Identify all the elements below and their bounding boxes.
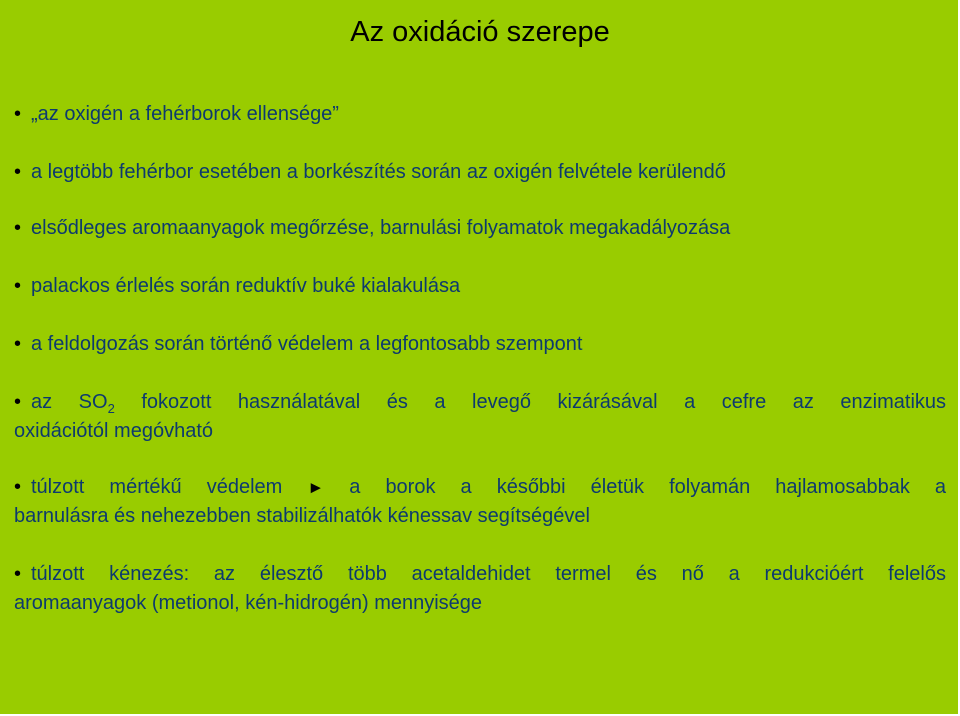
bullet-item	[14, 272, 946, 301]
bullet-item	[14, 214, 946, 243]
bullet-item-sulfur	[14, 560, 946, 618]
bullet-icon: •	[14, 161, 22, 183]
bullet-item-protection	[14, 473, 946, 531]
bullet-text-continuation: aromaanyagok (metionol, kén-hidrogén) mennyisége	[14, 592, 483, 614]
arrow-right-icon: ►	[307, 478, 325, 497]
bullet-icon: •	[14, 103, 22, 125]
bullet-item	[14, 100, 946, 129]
bullet-icon: •	[14, 217, 22, 239]
bullet-text: a borok a későbbi életük folyamán hajlamosabbak a	[349, 476, 946, 498]
bullet-text: túlzott kénezés: az élesztő több acetaldehidet termel és nő a redukcióért felelős	[31, 563, 946, 585]
bullet-item-so2	[14, 388, 946, 446]
bullet-text-continuation: oxidációtól megóvható	[14, 420, 214, 442]
bullet-icon: •	[14, 391, 22, 413]
bullet-icon: •	[14, 333, 22, 355]
bullet-line	[14, 560, 946, 589]
bullet-icon: •	[14, 476, 22, 498]
bullet-text: elsődleges aromaanyagok megőrzése, barnulási folyamatok megakadályozása	[31, 217, 731, 239]
bullet-text: túlzott mértékű védelem	[31, 476, 283, 498]
bullet-text: „az oxigén a fehérborok ellensége”	[31, 103, 339, 125]
bullet-text: palackos érlelés során reduktív buké kialakulása	[31, 275, 461, 297]
bullet-line	[14, 473, 946, 502]
bullet-text-continuation: barnulásra és nehezebben stabilizálhatók kénessav segítségével	[14, 505, 590, 527]
bullet-text: fokozott használatával és a levegő kizárásával a cefre az enzimatikus	[114, 391, 947, 413]
bullet-item	[14, 330, 946, 359]
bullet-line	[14, 388, 946, 417]
bullet-item	[14, 158, 946, 187]
bullet-text: a feldolgozás során történő védelem a legfontosabb szempont	[31, 333, 583, 355]
subscript-2: 2	[107, 401, 115, 416]
slide-title: Az oxidáció szerepe	[350, 16, 610, 48]
bullet-icon: •	[14, 275, 22, 297]
bullet-icon: •	[14, 563, 22, 585]
bullet-text: az SO	[31, 391, 108, 413]
bullet-text: a legtöbb fehérbor esetében a borkészítés során az oxigén felvétele kerülendő	[31, 161, 726, 183]
